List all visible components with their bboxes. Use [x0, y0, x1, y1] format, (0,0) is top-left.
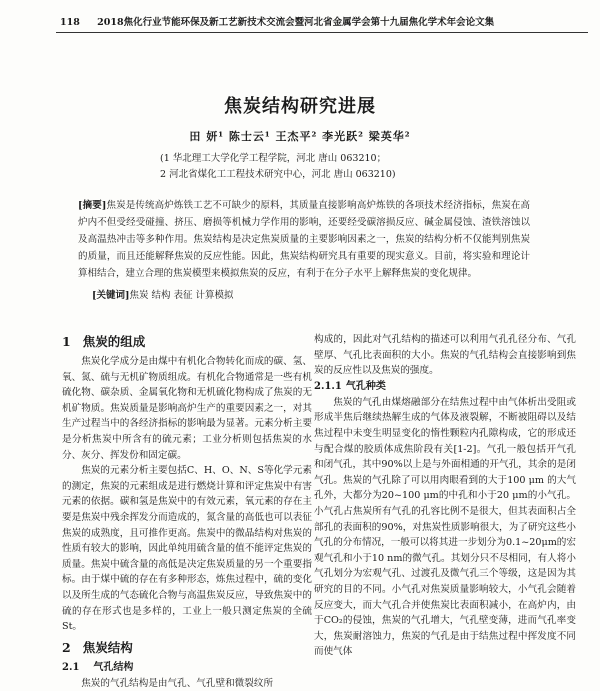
- affiliation-2: 2 河北省煤化工工程技术研究中心，河北 唐山 063210): [160, 169, 396, 180]
- author-list: 田 妍¹ 陈士云¹ 王杰平² 李光跃² 梁英华²: [189, 130, 411, 143]
- left-column: [62, 332, 312, 691]
- section-heading-1: 1 焦炭的组成: [62, 334, 146, 349]
- abstract: [78, 197, 530, 282]
- right-column: [314, 332, 576, 660]
- paragraph: 焦炭的气孔结构是由气孔、气孔壁和微裂纹所: [81, 677, 274, 689]
- page-number: 118: [60, 17, 80, 28]
- running-header: [60, 14, 580, 28]
- paragraph: 焦炭化学成分是由煤中有机化合物转化而成的碳、氢、氧、氮、硫与无机矿物质组成。有机化合物通常是一些有机硫化物、碳杂质、金属氧化物和无机硫化物构成了焦炭的无机矿物质。焦炭质量是影响高炉生产的重要因素之一，对其生产过程当中的各经济指标的影响最为显著。元素分析主要是分析焦炭中所含有的硫元素；工业分析则包括焦炭的水分、灰分、挥发份和固定碳。: [62, 356, 312, 461]
- subsection-heading-2-1: 2.1 气孔结构: [62, 661, 134, 673]
- conference-name: 2018焦化行业节能环保及新工艺新技术交流会暨河北省金属学会第十九届焦化学术年会论文集: [97, 17, 495, 28]
- header-rule: [56, 32, 588, 33]
- keywords-label: [关键词]: [92, 290, 130, 301]
- abstract-label: [摘要]: [78, 200, 107, 211]
- paragraph: 焦炭的元素分析主要包括C、H、O、N、S等化学元素的测定，焦炭的元素组成是进行燃烧计算和评定焦炭中有害元素的依据。碳和氢是焦炭中的有效元素，氧元素的存在主要是焦炭中残余挥发分而造成的，氮含量的高低也可以表征焦炭的成熟度，且可推作更高。焦炭中的微晶结构对焦炭的性质有较大的影响，因此单纯用硫含量的值不能评定焦炭的质量。焦炭中硫含量的高低是决定焦炭质量的另一个重要指标。由于煤中硫的存在有多种形态，炼焦过程中，硫的变化以及所生成的气态硫化合物与高温焦炭反应，导致焦炭中的硫的存在形式也是多样的，工业上一般只测定焦炭的全硫 St。: [62, 465, 312, 633]
- paragraph: 焦炭的气孔由煤熔融部分在结焦过程中由气体析出受阻或形成半焦后继续热解生成的气体及液裂解，不断被阻碍以及结焦过程中未变生明显变化的惰性颗粒内孔隙构成，它的形成还与配合煤的胶质体成焦阶段有关[1-2]。气孔一般包括开气孔和闭气孔，其中90%以上是与外面相通的开气孔，其余的是闭气孔。焦炭的气孔除了可以用肉眼看到的大于100 μm 的大气孔外，大都分为20~100 μm的中孔和小于20 μm的小气孔。小气孔占焦炭所有气孔的孔容比例不是很大，但其表面积占全部孔的表面积的90%，对焦炭性质影响很大，为了研究这些小气孔的分布情况，一般可以将其进一步划分为0.1~20μm的宏观气孔和小于10 nm的微气孔。其划分只不尽相同，有人将小气孔划分为宏观气孔、过渡孔及微气孔三个等级，这是因为其研究的目的不同。小气孔对焦炭质量影响较大，小气孔会随着反应变大，而大气孔合并使焦炭比表面积减小，在高炉内，由于CO₂的侵蚀，焦炭的气孔增大，气孔壁变薄，进而气孔率变大，焦炭耐溶蚀力，焦炭的气孔是由于结焦过程中挥发度不同而使气体: [314, 396, 576, 658]
- keywords: [92, 287, 532, 301]
- affiliation-1: (1 华北理工大学化学工程学院，河北 唐山 063210；: [160, 153, 387, 164]
- subsection-heading-2-1-1: 2.1.1 气孔种类: [314, 380, 386, 392]
- keywords-text: 焦炭 结构 表征 计算模拟: [129, 290, 234, 301]
- section-heading-2: 2 焦炭结构: [62, 639, 133, 655]
- paper-title: 焦炭结构研究进展: [224, 96, 376, 117]
- abstract-text: 焦炭是传统高炉炼铁工艺不可缺少的原料，其质量直接影响高炉炼铁的各项技术经济指标，焦炭在高炉内不但受经受碰撞、挤压、磨损等机械力学作用的影响，还要经受碳溶损反应、碱金属侵蚀、渣铁溶蚀以及高温热冲击等多种作用。焦炭结构是决定焦炭质量的主要影响因素之一，焦炭的结构分析不仅能判别焦炭的质量，而且还能解释焦炭的反应性能。因此，焦炭结构研究具有重要的现实意义。目前，将实验和理论计算相结合，建立合理的焦炭模型来模拟焦炭的反应，有利于在分子水平上解释焦炭的变化规律。: [78, 200, 530, 279]
- paragraph: 构成的，因此对气孔结构的描述可以利用气孔孔径分布、气孔壁厚、气孔比表面积的大小。焦炭的气孔结构会直接影响到焦炭的反应性以及焦炭的强度。: [314, 334, 576, 377]
